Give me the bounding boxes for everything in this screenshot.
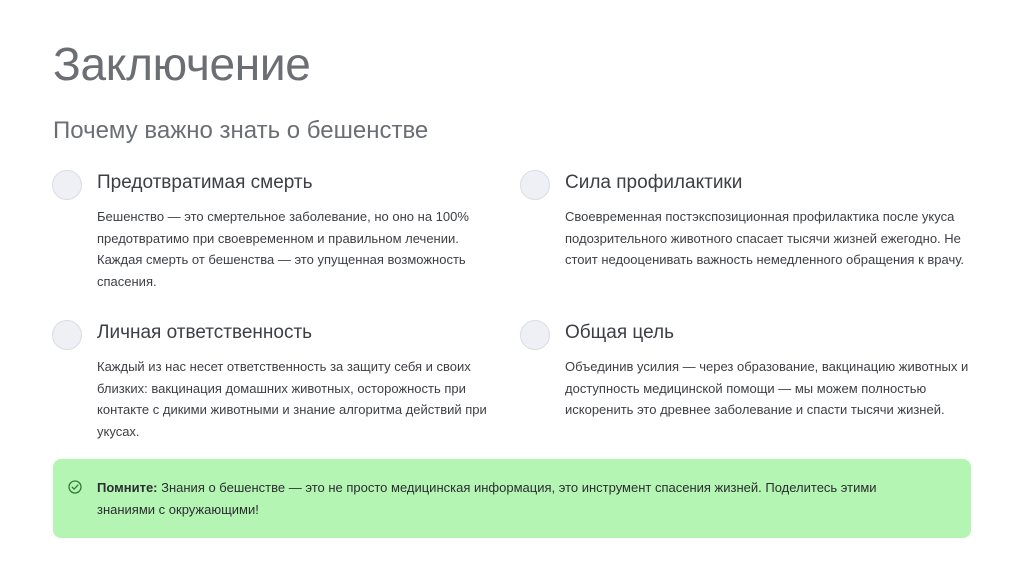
card-title: Сила профилактики bbox=[565, 172, 743, 193]
card-text: Объединив усилия — через образование, вакцинацию животных и доступность медицинской помощи — мы можем полностью искоренить это древнее заболевание и спасти тысячи жизней. bbox=[565, 359, 969, 418]
circle-icon bbox=[52, 170, 82, 200]
card-text: Бешенство — это смертельное заболевание, но оно на 100% предотвратимо при своевременном и правильном лечении. Каждая смерть от бешенства — это упущенная возможность спасения. bbox=[97, 209, 469, 290]
circle-icon bbox=[520, 320, 550, 350]
card-text: Своевременная постэкспозиционная профилактика после укуса подозрительного животного спасает тысячи жизней ежегодно. Не стоит недооценивать важность немедленного обращения к врачу. bbox=[565, 209, 965, 268]
page-subtitle: Почему важно знать о бешенстве bbox=[53, 117, 429, 144]
reminder-label: Помните: bbox=[97, 480, 158, 495]
reminder-text bbox=[97, 477, 927, 520]
check-circle-icon bbox=[68, 480, 82, 494]
card-text: Каждый из нас несет ответственность за защиту себя и своих близких: вакцинация домашних животных, осторожность при контакте с дикими животными и знание алгоритма действий при укусах. bbox=[97, 359, 487, 440]
circle-icon bbox=[52, 320, 82, 350]
page-title: Заключение bbox=[53, 38, 311, 90]
card-title: Общая цель bbox=[565, 322, 675, 343]
reminder-callout bbox=[53, 459, 971, 538]
card-title: Личная ответственность bbox=[97, 322, 313, 343]
card-title: Предотвратимая смерть bbox=[97, 172, 313, 193]
reminder-body: Знания о бешенстве — это не просто медицинская информация, это инструмент спасения жизней. Поделитесь этими знаниями с окружающими! bbox=[97, 480, 877, 517]
circle-icon bbox=[520, 170, 550, 200]
